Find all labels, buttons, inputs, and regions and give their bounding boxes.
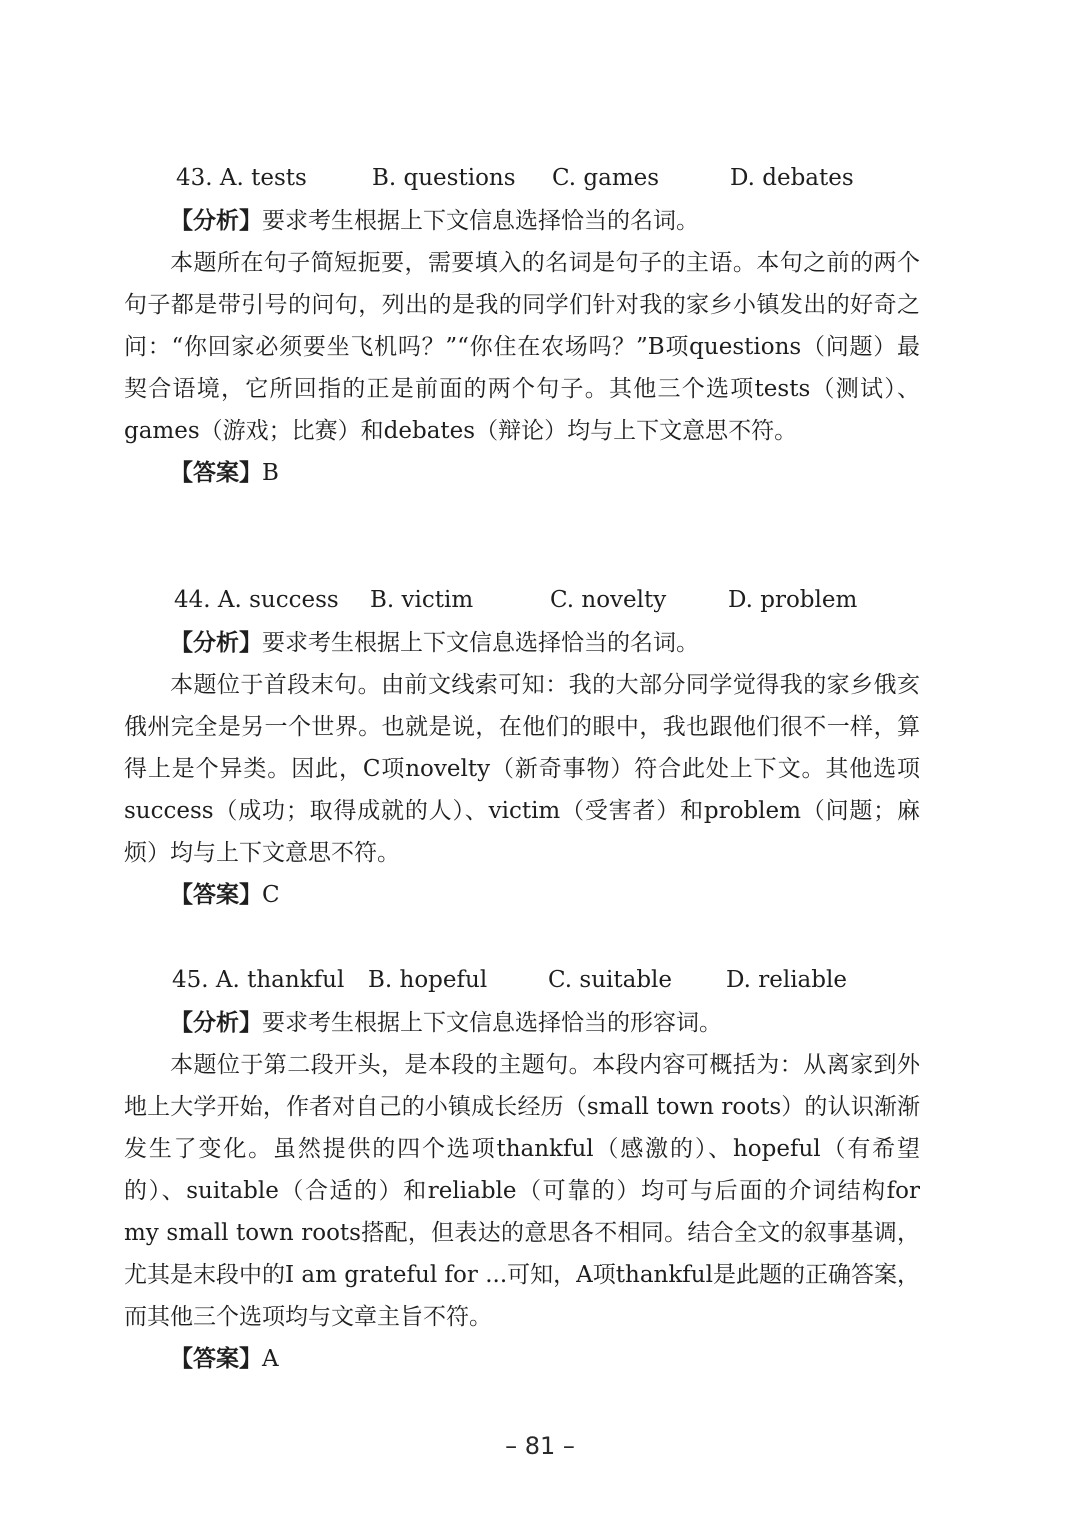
option-b: B. victim — [370, 587, 474, 613]
option-c: C. suitable — [548, 967, 673, 993]
answer-line — [124, 1338, 920, 1380]
option-d: D. debates — [730, 165, 854, 191]
option-d: D. problem — [728, 587, 858, 613]
options-row — [124, 962, 920, 998]
option-c: C. games — [552, 165, 660, 191]
question-45 — [124, 962, 920, 1380]
explanation-paragraph: 本题位于首段末句。由前文线索可知：我的大部分同学觉得我的家乡俄亥俄州完全是另一个世界。也就是说，在他们的眼中，我也跟他们很不一样，算得上是个异类。因此，C项novelty（新奇事物）符合此处上下文。其他选项success（成功；取得成就的人）、victim（受害者）和problem（问题；麻烦）均与上下文意思不符。 — [124, 672, 920, 866]
analysis-text: 要求考生根据上下文信息选择恰当的名词。 — [262, 208, 699, 234]
explanation-paragraph: 本题位于第二段开头，是本段的主题句。本段内容可概括为：从离家到外地上大学开始，作者对自己的小镇成长经历（small town roots）的认识渐渐发生了变化。虽然提供的四个选项thankful（感激的）、hopeful（有希望的）、suitable（合适的）和reliable（可靠的）均可与后面的介词结构for my small town roots搭配，但表达的意思各不相同。结合全文的叙事基调，尤其是末段中的I am grateful for ...可知，A项thankful是此题的正确答案，而其他三个选项均与文章主旨不符。 — [124, 1052, 920, 1330]
question-43 — [124, 160, 920, 494]
answer-value: A — [262, 1346, 279, 1372]
analysis-label: 【分析】 — [170, 207, 262, 234]
question-44 — [124, 582, 920, 916]
answer-label: 【答案】 — [170, 881, 262, 908]
answer-label: 【答案】 — [170, 459, 262, 486]
answer-label: 【答案】 — [170, 1345, 262, 1372]
answer-line — [124, 874, 920, 916]
option-a: 43. A. tests — [176, 165, 307, 191]
option-b: B. questions — [372, 165, 516, 191]
options-row — [124, 582, 920, 618]
options-row — [124, 160, 920, 196]
option-d: D. reliable — [726, 967, 847, 993]
analysis-text: 要求考生根据上下文信息选择恰当的名词。 — [262, 630, 699, 656]
answer-value: C — [262, 882, 280, 908]
analysis-label: 【分析】 — [170, 629, 262, 656]
analysis-label: 【分析】 — [170, 1009, 262, 1036]
analysis-line — [124, 200, 920, 242]
explanation-paragraph: 本题所在句子简短扼要，需要填入的名词是句子的主语。本句之前的两个句子都是带引号的问句，列出的是我的同学们针对我的家乡小镇发出的好奇之问：“你回家必须要坐飞机吗？”“你住在农场吗？”B项questions（问题）最契合语境，它所回指的正是前面的两个句子。其他三个选项tests（测试）、games（游戏；比赛）和debates（辩论）均与上下文意思不符。 — [124, 250, 920, 444]
page-number: – 81 – — [505, 1432, 575, 1460]
option-b: B. hopeful — [368, 967, 488, 993]
option-a: 44. A. success — [174, 587, 339, 613]
answer-line — [124, 452, 920, 494]
analysis-line — [124, 622, 920, 664]
option-c: C. novelty — [550, 587, 667, 613]
answer-value: B — [262, 460, 279, 486]
analysis-text: 要求考生根据上下文信息选择恰当的形容词。 — [262, 1010, 722, 1036]
analysis-line — [124, 1002, 920, 1044]
option-a: 45. A. thankful — [172, 967, 345, 993]
